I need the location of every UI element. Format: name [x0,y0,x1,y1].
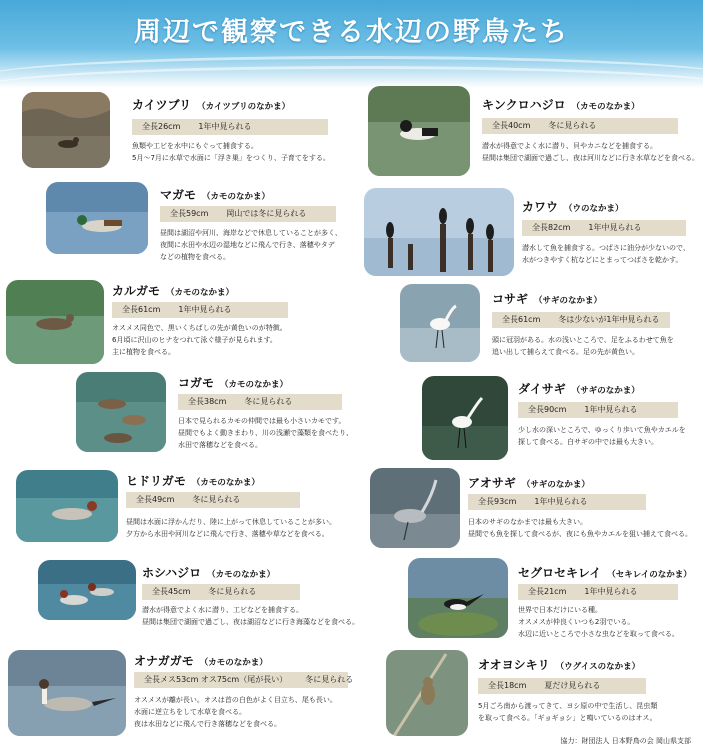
bird-title: カイツブリ （カイツブリのなかま） [132,98,291,112]
size-bar: 全長93cm 1年中見られる [468,494,646,510]
bird-photo [422,376,508,460]
bird-photo [364,188,514,276]
size-bar: 全長59cm 岡山では冬に見られる [160,206,336,222]
bird-description: 昼間は湖沼や河川、海岸などで休息していることが多く、 夜間に水田や水辺の湿地などに飛んで行き、落穂やタデ などの植物を食べる。 [160,229,342,261]
bird-photo [400,284,480,362]
bird-description: 昼間は水面に浮かんだり、陸に上がって休息していることが多い。 夕方から水田や河川などに飛んで行き、落穂や草などを食べる。 [126,518,336,538]
bird-photo [368,86,470,176]
bird-title: マガモ （カモのなかま） [160,188,271,202]
size-bar: 全長61cm 冬は少ないが1年中見られる [492,312,670,328]
bird-description: 魚類や工ビを水中にもぐって捕食する。 5月～7月に水草で水面に「浮き巣」をつくり、子育てをする。 [132,142,330,162]
bird-photo [76,372,166,452]
bird-title: キンクロハジロ （カモのなかま） [482,98,640,112]
bird-title: ヒドリガモ （カモのなかま） [126,474,260,488]
bird-photo [38,560,136,620]
bird-title: セグロセキレイ （セキレイのなかま） [518,566,692,580]
bird-title: アオサギ （サギのなかま） [468,476,590,490]
bird-description: 潜水して魚を捕食する。つばさに油分が少ないので、 水がつきやすく杭などにとまってつばさを乾かす。 [522,244,690,264]
size-bar: 全長26cm 1年中見られる [132,119,328,135]
bird-title: コサギ （サギのなかま） [492,292,603,306]
size-bar: 全長40cm 冬に見られる [482,118,678,134]
bird-title: オナガガモ （カモのなかま） [134,654,268,668]
bird-photo [370,468,460,548]
bird-title: ホシハジロ （カモのなかま） [142,566,276,580]
bird-description: 5月ごろ南から渡ってきて、ヨシ原の中で生活し、昆虫類 を取って食べる。「ギョギョシ」と鳴いているのはオス。 [478,702,658,722]
bird-description: 日本のサギのなかまでは最も大きい。 昼間でも魚を探して食べるが、夜にも魚やカエルを狙い捕えて食べる。 [468,518,692,538]
bird-photo [46,182,148,254]
size-bar: 全長21cm 1年中見られる [518,584,678,600]
bird-photo [22,92,110,168]
size-bar: 全長45cm 冬に見られる [142,584,300,600]
size-bar: 全長90cm 1年中見られる [518,402,678,418]
bird-photo [16,470,118,542]
bird-description: 少し水の深いところで、ゆっくり歩いて魚やカエルを 探して食べる。白サギの中では最も大きい。 [518,426,686,446]
bird-description: 日本で見られるカモの仲間では最も小さいカモです。 昼間でもよく動きまわり、川の浅瀬で藻類を食べたり、 水田で落穂などを食べる。 [178,417,353,449]
bird-description: オスメスが離が長い。オスは首の白色がよく目立ち、尾も長い。 水面に逆立ちをして水草を食べる。 夜は水田などに飛んで行き落穂などを食べる。 [134,696,337,728]
bird-photo [386,650,468,736]
bird-photo [8,650,126,736]
credit-line: 協力：財団法人 日本野鳥の会 岡山県支部 [560,737,691,745]
size-bar: 全長61cm 1年中見られる [112,302,288,318]
bird-title: オオヨシキリ （ウグイスのなかま） [478,658,641,672]
size-bar: 全長82cm 1年中見られる [522,220,686,236]
bird-title: カルガモ （カモのなかま） [112,284,235,298]
bird-description: 潜水が得意でよく水に潜り、工ビなどを捕食する。 昼間は集団で湖面で過ごし、夜は湖沼などに行き海藻などを食べる。 [142,606,359,626]
header-banner [0,0,703,88]
bird-title: カワウ （ウのなかま） [522,200,624,214]
size-bar: 全長メス53cm オス75cm（尾が長い） 冬に見られる [134,672,348,688]
size-bar: 全長38cm 冬に見られる [178,394,342,410]
size-bar: 全長49cm 冬に見られる [126,492,300,508]
bird-photo [6,280,104,364]
size-bar: 全長18cm 夏だけ見られる [478,678,646,694]
bird-title: ダイサギ （サギのなかま） [518,382,640,396]
bird-description: 潜水が得意でよく水に潜り、貝やカニなどを捕食する。 昼間は集団で湖面で過ごし、夜は河川などに行き水草などを食べる。 [482,142,699,162]
bird-photo [408,558,508,638]
bird-description: 世界で日本だけにいる種。 オスメスが仲良くいつも2羽でいる。 水辺に近いところで小さな虫などを取って食べる。 [518,606,679,638]
bird-description: オスメス同色で、黒いくちばしの先が黄色いのが特徴。 6月頃に沢山のヒナをつれて泳ぐ様子が見られます。 主に植物を食べる。 [112,324,287,356]
bird-description: 頭に冠羽がある。水の浅いところで、足をふるわせて魚を 追い出して捕らえて食べる。足の先が黄色い。 [492,336,674,356]
bird-title: コガモ （カモのなかま） [178,376,289,390]
page-title: 周辺で観察できる水辺の野鳥たち [134,17,569,48]
